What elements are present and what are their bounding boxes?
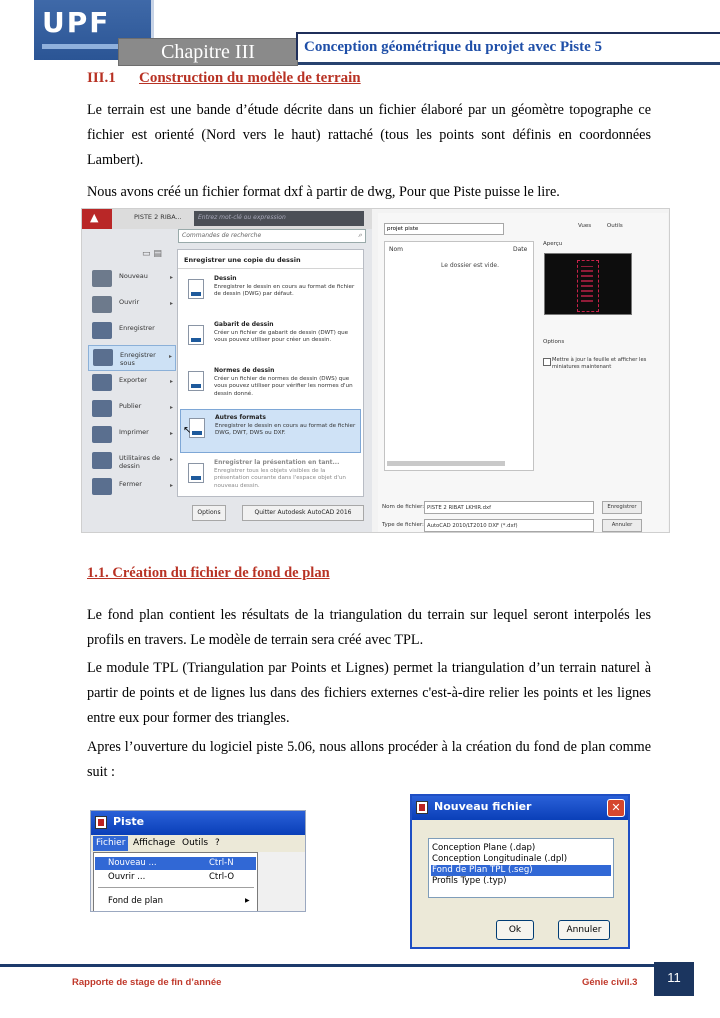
menu-item-fond-de-plan[interactable]: Fond de plan ▶: [108, 896, 250, 906]
utilities-icon: [92, 452, 112, 469]
quit-autocad-button[interactable]: Quitter Autodesk AutoCAD 2016: [242, 505, 364, 521]
autocad-screenshot: [81, 208, 670, 533]
autocad-logo-icon[interactable]: [82, 209, 112, 229]
menu-item-imprimer[interactable]: Imprimer ▸: [88, 423, 176, 449]
options-button[interactable]: Options: [192, 505, 226, 521]
printer-icon: [92, 426, 112, 443]
dialog-title: Nouveau fichier: [434, 800, 532, 813]
drawing-preview: [544, 253, 632, 315]
logo-text: UPF: [42, 6, 111, 39]
menu-affichage[interactable]: Affichage: [133, 838, 176, 848]
horizontal-scrollbar[interactable]: [387, 461, 505, 466]
filename-label: Nom de fichier:: [382, 504, 425, 510]
dwg-file-icon: [188, 279, 204, 299]
filetype-row: [378, 519, 668, 533]
menu-separator: [98, 887, 254, 888]
chevron-right-icon: ▸: [169, 456, 173, 463]
option-autres-formats[interactable]: Autres formats Enregistrer le dessin en cours au format de fichier DWG, DWT, DWS ou DXF.: [180, 409, 361, 453]
menu-item-ouvrir[interactable]: Ouvrir ▸: [88, 293, 176, 319]
close-icon[interactable]: ✕: [607, 799, 625, 817]
mouse-cursor-icon: ↖: [183, 425, 192, 436]
command-search-input[interactable]: [178, 229, 366, 243]
piste-app-icon: [95, 816, 107, 829]
footer-report-title: Rapporte de stage de fin d’année: [72, 977, 222, 988]
open-folder-icon: [92, 296, 112, 313]
option-presentation[interactable]: Enregistrer la présentation en tant... Enregistrer tous les objets visibles de la présentation courante dans l'espace objet d'un nouveau dessin.: [180, 455, 361, 499]
menu-help[interactable]: ?: [215, 838, 220, 848]
piste-menubar: [91, 835, 306, 852]
new-icon: [92, 270, 112, 287]
search-icon[interactable]: ⌕: [358, 231, 362, 239]
chevron-right-icon: ▸: [169, 404, 173, 411]
header-title: Conception géométrique du projet avec Piste 5: [296, 32, 720, 60]
empty-folder-text: Le dossier est vide.: [441, 262, 500, 269]
option-normes[interactable]: Normes de dessin Créer un fichier de normes de dessin (DWS) que vous pouvez utiliser pour vérifier les normes d'un dessin donné.: [180, 363, 361, 407]
chevron-right-icon: ▸: [168, 353, 172, 360]
footer-rule: [0, 964, 655, 967]
menu-item-nouveau[interactable]: Nouveau ... Ctrl-N: [95, 857, 256, 870]
file-type-list[interactable]: [428, 838, 614, 898]
page-number: 11: [654, 962, 694, 996]
panel-header: Enregistrer une copie du dessin: [178, 250, 363, 269]
menu-item-utilitaires[interactable]: Utilitaires de dessin ▸: [88, 449, 176, 475]
option-dessin[interactable]: Dessin Enregistrer le dessin en cours au format de fichier de dessin (DWG) par défaut.: [180, 271, 361, 315]
filename-input[interactable]: PISTE 2 RIBAT LKHIR.dxf: [424, 501, 594, 514]
menu-fichier[interactable]: Fichier: [93, 836, 128, 851]
menu-outils[interactable]: Outils: [182, 838, 209, 848]
cancel-button[interactable]: Annuler: [602, 519, 642, 532]
views-menu[interactable]: Vues: [578, 223, 592, 229]
chapter-label: Chapitre III: [118, 38, 298, 66]
cancel-button[interactable]: Annuler: [558, 920, 610, 940]
section-number: III.1: [87, 70, 116, 86]
other-formats-icon: [189, 418, 205, 438]
menu-item-exporter[interactable]: Exporter ▸: [88, 371, 176, 397]
save-dialog: [378, 213, 668, 533]
save-copy-panel: [177, 249, 364, 497]
command-search-placeholder: Commandes de recherche: [182, 232, 262, 239]
list-item[interactable]: Conception Plane (.dap): [432, 843, 536, 853]
column-date[interactable]: Date: [513, 246, 528, 253]
close-icon: [92, 478, 112, 495]
preview-label: Aperçu: [543, 241, 563, 247]
filetype-label: Type de fichier:: [382, 522, 424, 528]
chevron-right-icon: ▸: [169, 378, 173, 385]
app-menu-list: [88, 267, 176, 501]
thumbnail-checkbox[interactable]: Mettre à jour la feuille et afficher les miniatures maintenant: [543, 357, 663, 371]
options-label: Options: [543, 339, 565, 345]
chevron-right-icon: ▸: [169, 430, 173, 437]
piste-title: Piste: [113, 815, 145, 828]
section-heading: [87, 70, 361, 87]
menu-item-fermer[interactable]: Fermer ▸: [88, 475, 176, 501]
tools-menu[interactable]: Outils: [606, 223, 623, 229]
ok-button[interactable]: Ok: [496, 920, 534, 940]
paragraph-fond-plan: Le fond plan contient les résultats de la triangulation du terrain sur lequel seront interpolés les profils en travers. Le modèle de terrain sera créé avec TPL.: [87, 607, 651, 648]
piste-app-icon: [416, 801, 428, 814]
column-name[interactable]: Nom: [389, 246, 404, 253]
menu-item-ouvrir[interactable]: Ouvrir ... Ctrl-O: [108, 872, 235, 882]
keyword-search[interactable]: Entrez mot-clé ou expression: [194, 211, 364, 226]
layout-icon: [188, 463, 204, 483]
save-button[interactable]: Enregistrer: [602, 501, 642, 514]
menu-item-enregistrer-sous[interactable]: Enregistrer sous ▸: [88, 345, 176, 371]
piste-menu-screenshot: [90, 810, 306, 912]
piste-titlebar: [91, 811, 306, 835]
paragraph-terrain: Le terrain est une bande d’étude décrite dans un fichier élaboré par un géomètre topographe ce fichier est orienté (Nord vers le haut) rattaché (tous les points sont définis en coordonnées Lambert).: [87, 102, 651, 168]
autocad-app-menu: [82, 209, 372, 533]
menu-item-publier[interactable]: Publier ▸: [88, 397, 176, 423]
section-title: Construction du modèle de terrain: [139, 70, 361, 86]
dialog-toolbar: [578, 223, 623, 229]
chevron-right-icon: ▸: [169, 300, 173, 307]
paragraph-dxf: Nous avons créé un fichier format dxf à partir de dwg, Pour que Piste puisse le lire.: [87, 184, 560, 200]
paragraph-tpl: Le module TPL (Triangulation par Points et Lignes) permet la triangulation d’un terrain naturel à partir de points et de lignes lus dans des fichiers externes c'est-à-dire relier les points et les lignes entre eux pour former des triangles.: [87, 660, 651, 726]
subsection-title: 1.1. Création du fichier de fond de plan: [87, 565, 330, 581]
menu-item-enregistrer[interactable]: Enregistrer: [88, 319, 176, 345]
list-item[interactable]: Conception Longitudinale (.dpl): [432, 854, 568, 864]
nouveau-fichier-dialog: [410, 794, 630, 949]
document-name: PISTE 2 RIBA...: [134, 213, 182, 221]
chevron-right-icon: ▸: [169, 482, 173, 489]
menu-item-nouveau[interactable]: Nouveau ▸: [88, 267, 176, 293]
folder-path-select[interactable]: projet piste: [384, 223, 504, 235]
dws-file-icon: [188, 371, 204, 391]
dialog-titlebar: [412, 796, 628, 820]
dwt-file-icon: [188, 325, 204, 345]
save-icon: [92, 322, 112, 339]
view-icons[interactable]: ▭ ▤: [142, 249, 162, 259]
fichier-dropdown: [93, 852, 258, 912]
filetype-select[interactable]: AutoCAD 2010/LT2010 DXF (*.dxf): [424, 519, 594, 532]
submenu-arrow-icon: ▶: [245, 897, 250, 904]
file-list[interactable]: [384, 241, 534, 471]
chevron-right-icon: ▸: [169, 274, 173, 281]
list-item-selected[interactable]: Fond de Plan TPL (.seg): [431, 865, 611, 876]
paragraph-piste: Apres l’ouverture du logiciel piste 5.06, nous allons procéder à la création du fond de plan comme suit :: [87, 739, 651, 780]
option-gabarit[interactable]: Gabarit de dessin Créer un fichier de gabarit de dessin (DWT) que vous pouvez utiliser pour créer un dessin.: [180, 317, 361, 361]
footer-department: Génie civil.3: [582, 977, 638, 988]
export-icon: [92, 374, 112, 391]
publish-icon: [92, 400, 112, 417]
list-item[interactable]: Profils Type (.typ): [432, 876, 507, 886]
filename-row: [378, 501, 668, 515]
save-as-icon: [93, 349, 113, 366]
